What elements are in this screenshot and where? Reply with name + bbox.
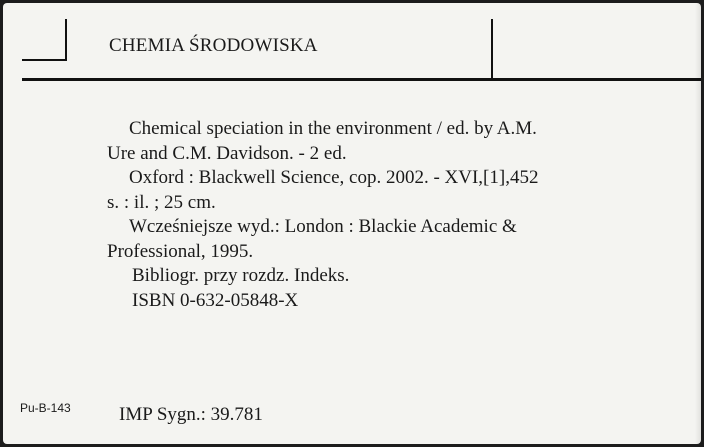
physical-description-line: s. : il. ; 25 cm.: [107, 191, 216, 213]
publication-line: Oxford : Blackwell Science, cop. 2002. - XVI,[1],452: [129, 167, 539, 188]
call-number: IMP Sygn.: 39.781: [119, 404, 263, 425]
title-line-continued: Ure and C.M. Davidson. - 2 ed.: [107, 142, 347, 164]
subject-heading: CHEMIA ŚRODOWISKA: [109, 35, 318, 56]
earlier-edition-note-continued: Professional, 1995.: [107, 240, 254, 262]
heading-rule: [22, 78, 701, 81]
corner-mark-vertical: [65, 19, 67, 61]
shelfmark-stamp: Pu-B-143: [20, 401, 71, 415]
bibliographic-description: [107, 117, 627, 313]
heading-divider: [491, 19, 493, 81]
card-edge-shadow: [695, 3, 701, 444]
earlier-edition-note: Wcześniejsze wyd.: London : Blackie Academic &: [129, 216, 517, 237]
corner-mark-horizontal: [22, 59, 67, 61]
title-line: Chemical speciation in the environment / ed. by A.M.: [129, 118, 537, 139]
isbn-line: ISBN 0-632-05848-X: [132, 289, 299, 311]
bibliography-note: Bibliogr. przy rozdz. Indeks.: [132, 265, 350, 286]
catalog-card: [3, 3, 701, 444]
